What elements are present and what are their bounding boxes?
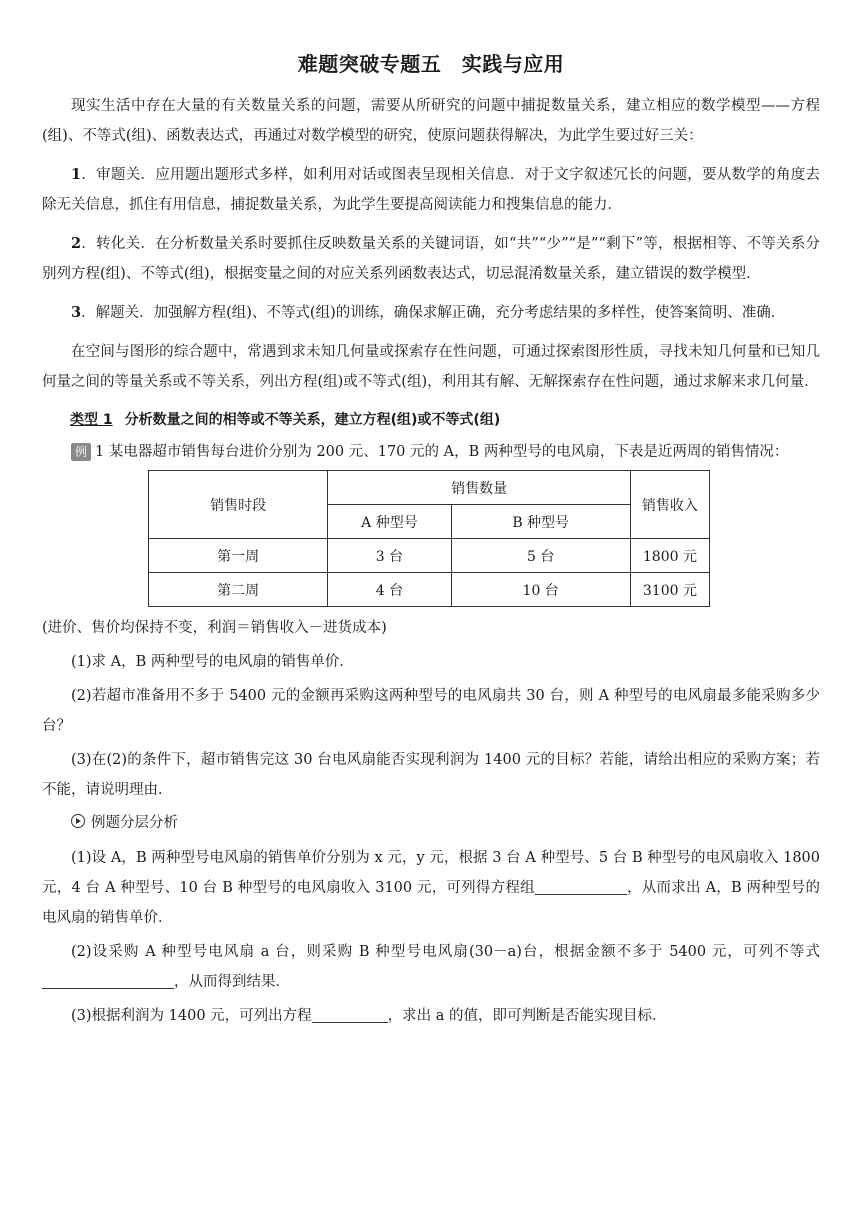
analysis-text: (1)设 A，B 两种型号电风扇的销售单价分别为 x 元，y 元，根据 3 台 A 种型号、5 台 B 种型号的电风扇收入 1800 元，4 台 A 种型号、10 台 B 种型号的电风扇收入 3100 元，可列得方程组 [42,850,820,896]
cell-model-a: 3 台 [328,539,451,573]
cell-period: 第二周 [149,573,328,607]
item-number: 1 [71,166,82,183]
analysis-step-3 [42,1001,820,1031]
item-text: ．解题关．加强解方程(组)、不等式(组)的训练，确保求解正确，充分考虑结果的多样性，使答案简明、准确． [81,305,786,321]
example-stem [42,438,820,466]
header-model-b: B 种型号 [451,505,630,539]
type-title: 分析数量之间的相等或不等关系，建立方程(组)或不等式(组) [124,412,501,428]
example-number: 1 [95,444,105,460]
intro-item-1 [42,160,820,220]
cell-income: 3100 元 [630,573,709,607]
type-label: 类型 1 [70,412,113,428]
analysis-text: ，从而求出 A，B 两种型号的电风扇的销售单价． [42,880,820,926]
analysis-text: (2)设采购 A 种型号电风扇 a 台，则采购 B 种型号电风扇(30－a)台，根据金额不多于 5400 元，可列不等式 [71,944,820,960]
example-badge-icon: 例 [71,443,91,461]
analysis-heading [42,809,820,837]
document-page [42,48,820,1040]
answer-blank [42,970,174,989]
header-period: 销售时段 [149,471,328,539]
cell-model-b: 10 台 [451,573,630,607]
cell-income: 1800 元 [630,539,709,573]
cell-period: 第一周 [149,539,328,573]
geometry-paragraph: 在空间与图形的综合题中，常遇到求未知几何量或探索存在性问题，可通过探索图形性质，寻找未知几何量和已知几何量之间的等量关系或不等关系，列出方程(组)或不等式(组)，利用其有解、无解探索存在性问题，通过求解来求几何量． [42,344,820,390]
cell-model-a: 4 台 [328,573,451,607]
analysis-step-1 [42,843,820,933]
example-stem-text: 某电器超市销售每台进价分别为 200 元、170 元的 A，B 两种型号的电风扇，下表是近两周的销售情况： [108,444,789,460]
page-title: 难题突破专题五 实践与应用 [297,52,565,76]
item-number: 2 [71,235,82,252]
play-circle-icon [71,814,85,828]
analysis-text: ，求出 a 的值，即可判断是否能实现目标． [387,1008,667,1024]
type-heading [42,406,820,434]
question-2: (2)若超市准备用不多于 5400 元的金额再采购这两种型号的电风扇共 30 台，则 A 种型号的电风扇最多能采购多少台？ [42,688,820,734]
intro-paragraph: 现实生活中存在大量的有关数量关系的问题，需要从所研究的问题中捕捉数量关系，建立相应的数学模型——方程(组)、不等式(组)、函数表达式，再通过对数学模型的研究，使原问题获得解决，为此学生要过好三关： [42,98,820,144]
item-text: ．转化关．在分析数量关系时要抓住反映数量关系的关键词语，如“共”“少”“是”“剩下”等，根据相等、不等关系分别列方程(组)、不等式(组)，根据变量之间的对应关系列函数表达式，切忌混淆数量关系，建立错误的数学模型． [42,236,820,282]
sales-table [148,470,710,607]
table-row [149,539,710,573]
intro-item-2 [42,229,820,289]
analysis-step-2 [42,937,820,997]
table-row [149,573,710,607]
header-income: 销售收入 [630,471,709,539]
analysis-text: ，从而得到结果． [174,974,290,990]
answer-blank [312,1004,388,1023]
item-text: ．审题关．应用题出题形式多样，如利用对话或图表呈现相关信息．对于文字叙述冗长的问题，要从数学的角度去除无关信息，抓住有用信息，捕捉数量关系，为此学生要提高阅读能力和搜集信息的能力． [42,167,820,213]
intro-item-3 [42,298,820,328]
question-3: (3)在(2)的条件下，超市销售完这 30 台电风扇能否实现利润为 1400 元的目标？若能，请给出相应的采购方案；若不能，请说明理由． [42,752,820,798]
question-1: (1)求 A，B 两种型号的电风扇的销售单价． [71,654,354,670]
profit-note: (进价、售价均保持不变，利润＝销售收入－进货成本) [42,620,387,636]
header-model-a: A 种型号 [328,505,451,539]
cell-model-b: 5 台 [451,539,630,573]
analysis-title: 例题分层分析 [91,815,178,831]
analysis-text: (3)根据利润为 1400 元，可列出方程 [71,1008,312,1024]
header-quantity: 销售数量 [328,471,631,505]
item-number: 3 [71,304,82,321]
answer-blank [535,876,627,895]
